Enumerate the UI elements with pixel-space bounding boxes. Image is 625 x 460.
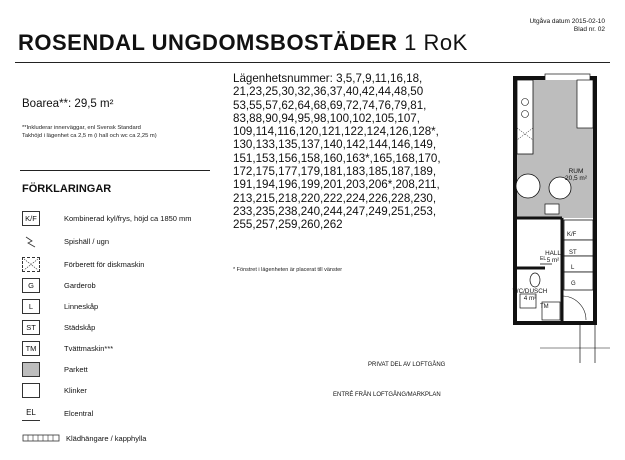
legend-item bbox=[22, 405, 94, 421]
hanger-icon bbox=[22, 431, 62, 446]
legend-code: G bbox=[22, 278, 40, 293]
legend-item bbox=[22, 382, 87, 398]
st-marker: ST bbox=[569, 250, 577, 256]
legend-code: TM bbox=[22, 341, 40, 356]
legend-item bbox=[22, 210, 192, 226]
kf-marker: K/F bbox=[567, 232, 577, 238]
legend-label: Förberett för diskmaskin bbox=[64, 259, 145, 269]
rum-area: 20,5 m² bbox=[564, 175, 588, 182]
document-meta bbox=[529, 18, 605, 34]
stove-icon bbox=[22, 234, 40, 249]
legend-code: K/F bbox=[22, 211, 40, 226]
legend-label: Tvättmaskin*** bbox=[64, 343, 114, 353]
legend-label: Elcentral bbox=[64, 408, 94, 418]
area-note-line2: Takhöjd i lägenhet ca 2,5 m (i hall och wc ca 2,25 m) bbox=[22, 133, 157, 139]
rum-label: RUM bbox=[568, 168, 584, 175]
hall-label: HALL 5 m² bbox=[545, 250, 561, 264]
legend-label: Städskåp bbox=[64, 322, 96, 332]
apartment-numbers: Lägenhetsnummer: 3,5,7,9,11,16,18, 21,23,25,30,32,36,37,40,42,44,48,50 53,55,57,62,64,68,69,72,74,76,79,81, 83,88,90,94,95,98,100,102,105,107, 109,114,116,120,121,122,124,126,128*, 130,133,135,137,140,142,144,146,149, 151,153,156,158,160,163*,165,168,170, 172,175,177,179,181,183,185,187,189, 191,194,196,199,201,203,206*,208,211, 213,215,218,220,222,224,226,228,230, 233,235,238,240,244,247,249,251,253, 255,257,259,260,262 bbox=[233, 72, 441, 232]
window-footnote: * Fönstret i lägenheten är placerat till vänster bbox=[233, 267, 343, 273]
legend-code: ST bbox=[22, 320, 40, 335]
legend-label: Spishäll / ugn bbox=[64, 236, 110, 246]
legend-label: Klinker bbox=[64, 385, 87, 395]
legend-item bbox=[22, 277, 96, 293]
legend-item bbox=[22, 319, 96, 335]
private-walkway-label: PRIVAT DEL AV LOFTGÅNG bbox=[368, 362, 446, 368]
legend-label: Kombinerad kyl/frys, höjd ca 1850 mm bbox=[64, 213, 192, 223]
entrance-label: ENTRÉ FRÅN LOFTGÅNG/MARKPLAN bbox=[333, 392, 441, 398]
room-count: 1 RoK bbox=[404, 30, 468, 55]
legend-label: Klädhängare / kapphylla bbox=[66, 433, 147, 443]
legend-item bbox=[22, 233, 110, 249]
legend-item bbox=[22, 361, 88, 377]
legend-title: FÖRKLARINGAR bbox=[22, 183, 112, 195]
legend-label: Linneskåp bbox=[64, 301, 99, 311]
legend-code: EL bbox=[22, 406, 40, 421]
legend-code: L bbox=[22, 299, 40, 314]
dishwasher-icon bbox=[22, 257, 40, 272]
legend-item bbox=[22, 340, 114, 356]
sheet-number: Blad nr. 02 bbox=[573, 26, 605, 33]
parquet-swatch bbox=[22, 362, 40, 377]
floor-plan bbox=[500, 68, 610, 368]
area-note-line1: **Inkluderar innerväggar, enl Svensk Standard bbox=[22, 125, 141, 131]
el-marker: EL bbox=[540, 256, 547, 262]
tile-swatch bbox=[22, 383, 40, 398]
legend-item bbox=[22, 298, 99, 314]
legend-label: Parkett bbox=[64, 364, 88, 374]
wc-label: WC/DUSCH 4 m² bbox=[512, 288, 548, 302]
page-title bbox=[18, 30, 468, 56]
header-rule bbox=[15, 62, 610, 63]
legend-rule bbox=[20, 170, 210, 171]
legend-label: Garderob bbox=[64, 280, 96, 290]
g-marker: G bbox=[571, 281, 576, 287]
title-text: ROSENDAL UNGDOMSBOSTÄDER bbox=[18, 30, 398, 55]
legend-item bbox=[22, 256, 145, 272]
area-note bbox=[22, 124, 212, 140]
issue-date: Utgåva datum 2015-02-10 bbox=[529, 18, 605, 25]
living-area: Boarea**: 29,5 m² bbox=[22, 98, 114, 110]
legend-item bbox=[22, 430, 147, 446]
l-marker: L bbox=[571, 265, 575, 271]
tm-marker: TM bbox=[540, 304, 549, 310]
room-label bbox=[561, 168, 591, 182]
